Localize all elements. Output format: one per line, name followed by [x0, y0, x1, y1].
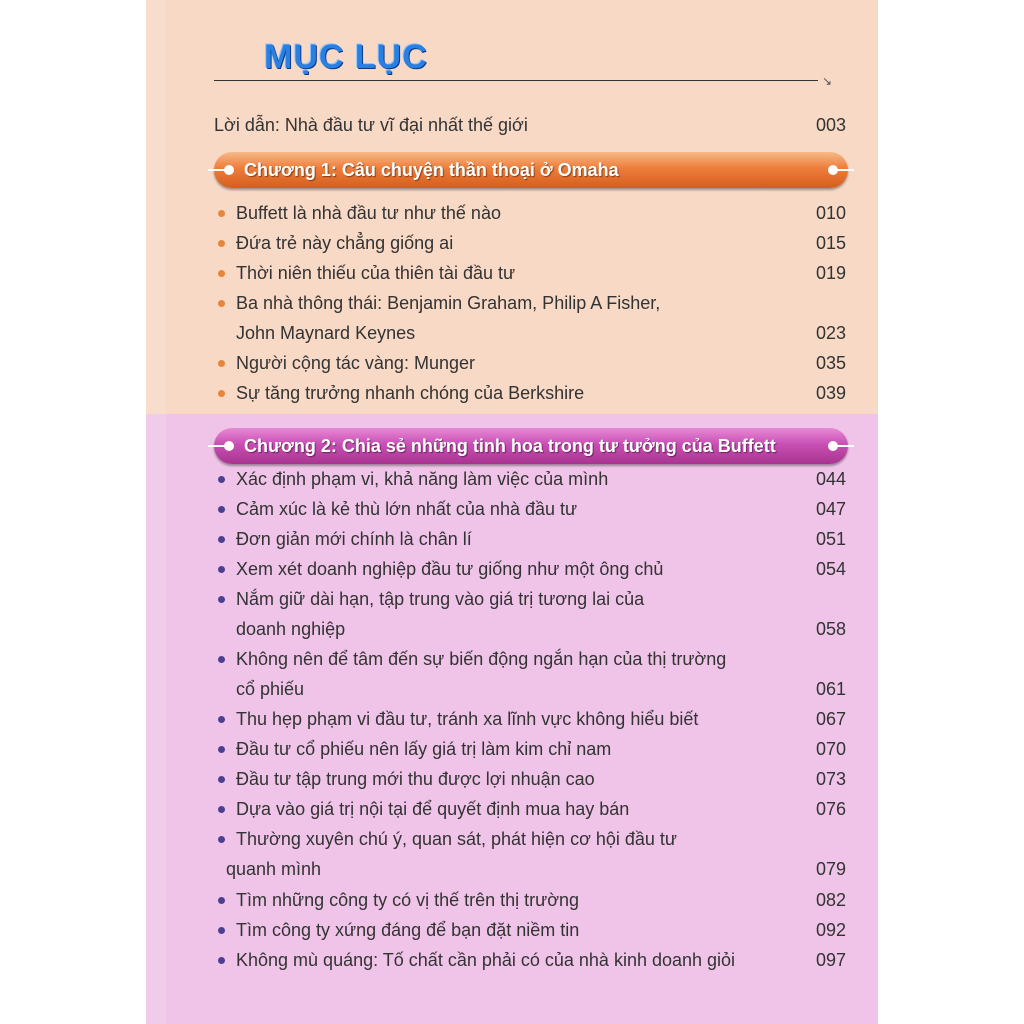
entry-title: Ba nhà thông thái: Benjamin Graham, Philip A Fisher,: [236, 293, 661, 313]
page-number: 010: [815, 203, 846, 223]
bullet-icon: [218, 240, 225, 247]
page-number: 073: [815, 769, 846, 789]
toc-entry[interactable]: [236, 794, 846, 824]
toc-entry[interactable]: [236, 945, 846, 975]
entry-title: Không mù quáng: Tố chất cần phải có của nhà kinh doanh giỏi: [236, 950, 736, 970]
toc-entry-continued[interactable]: [226, 854, 846, 884]
bullet-icon: [218, 566, 225, 573]
entry-title: Tìm những công ty có vị thế trên thị trường: [236, 890, 580, 910]
toc-entry[interactable]: [236, 228, 846, 258]
page-number: 003: [815, 115, 846, 135]
entry-title: Sự tăng trưởng nhanh chóng của Berkshire: [236, 383, 585, 403]
toc-entry[interactable]: [236, 824, 846, 854]
page-number: 067: [815, 709, 846, 729]
entry-title: Không nên để tâm đến sự biến động ngắn hạn của thị trường: [236, 649, 727, 669]
bullet-icon: [218, 776, 225, 783]
entry-title-continued: doanh nghiệp: [236, 619, 346, 639]
page-number: 047: [815, 499, 846, 519]
chapter-2-label: Chương 2: Chia sẻ những tinh hoa trong tư tưởng của Buffett: [244, 436, 776, 456]
book-page: [146, 0, 878, 1024]
bar-dot-left: [224, 441, 234, 451]
toc-entry[interactable]: [236, 584, 846, 614]
toc-entry-continued[interactable]: [236, 614, 846, 644]
page-number: 015: [815, 233, 846, 253]
entry-title-continued: John Maynard Keynes: [236, 323, 416, 343]
bullet-icon: [218, 957, 225, 964]
title-underline: [214, 80, 818, 81]
entry-title: Đầu tư tập trung mới thu được lợi nhuận cao: [236, 769, 595, 789]
bullet-icon: [218, 656, 225, 663]
toc-entry[interactable]: [236, 915, 846, 945]
bullet-icon: [218, 716, 225, 723]
toc-entry[interactable]: [236, 348, 846, 378]
toc-entry[interactable]: [236, 464, 846, 494]
entry-title-continued: cổ phiếu: [236, 679, 305, 699]
entry-title: Đơn giản mới chính là chân lí: [236, 529, 472, 549]
page-number: 092: [815, 920, 846, 940]
page-number: 061: [815, 679, 846, 699]
page-number: 097: [815, 950, 846, 970]
bullet-icon: [218, 836, 225, 843]
page-number: 070: [815, 739, 846, 759]
toc-entry[interactable]: [236, 644, 846, 674]
toc-entry[interactable]: [236, 885, 846, 915]
bullet-icon: [218, 390, 225, 397]
bullet-icon: [218, 476, 225, 483]
chapter-2-heading[interactable]: [214, 428, 848, 464]
page-edge: [146, 0, 166, 1024]
page-number: 058: [815, 619, 846, 639]
toc-entry-continued[interactable]: [236, 318, 846, 348]
page-number: 044: [815, 469, 846, 489]
entry-title: Thường xuyên chú ý, quan sát, phát hiện cơ hội đầu tư: [236, 829, 677, 849]
bullet-icon: [218, 927, 225, 934]
bullet-icon: [218, 536, 225, 543]
toc-entry[interactable]: [236, 288, 846, 318]
bullet-icon: [218, 210, 225, 217]
entry-title: Dựa vào giá trị nội tại để quyết định mua hay bán: [236, 799, 630, 819]
page-number: 054: [815, 559, 846, 579]
entry-title: Đầu tư cổ phiếu nên lấy giá trị làm kim chỉ nam: [236, 739, 612, 759]
entry-title: Cảm xúc là kẻ thù lớn nhất của nhà đầu tư: [236, 499, 578, 519]
toc-entry[interactable]: [236, 258, 846, 288]
page-number: 076: [815, 799, 846, 819]
page-title: MỤC LỤC: [264, 38, 428, 76]
entry-title: Xác định phạm vi, khả năng làm việc của mình: [236, 469, 609, 489]
toc-entry[interactable]: [236, 734, 846, 764]
entry-title: Nắm giữ dài hạn, tập trung vào giá trị tương lai của: [236, 589, 645, 609]
toc-entry[interactable]: [236, 378, 846, 408]
toc-entry-continued[interactable]: [236, 674, 846, 704]
entry-title: Thời niên thiếu của thiên tài đầu tư: [236, 263, 516, 283]
bar-dot-left: [224, 165, 234, 175]
toc-entry-intro[interactable]: [214, 110, 846, 140]
toc-entry[interactable]: [236, 704, 846, 734]
rule-end-mark: ↘: [822, 74, 833, 88]
entry-title: Thu hẹp phạm vi đầu tư, tránh xa lĩnh vực không hiểu biết: [236, 709, 699, 729]
chapter-1-label: Chương 1: Câu chuyện thần thoại ở Omaha: [244, 160, 619, 180]
bullet-icon: [218, 897, 225, 904]
bullet-icon: [218, 806, 225, 813]
page-number: 079: [815, 859, 846, 879]
bar-line-right: [836, 169, 854, 171]
bullet-icon: [218, 270, 225, 277]
bullet-icon: [218, 360, 225, 367]
bullet-icon: [218, 300, 225, 307]
page-number: 035: [815, 353, 846, 373]
page-number: 023: [815, 323, 846, 343]
bullet-icon: [218, 746, 225, 753]
bullet-icon: [218, 596, 225, 603]
toc-entry[interactable]: [236, 494, 846, 524]
entry-title: Người cộng tác vàng: Munger: [236, 353, 475, 373]
bar-line-right: [836, 445, 854, 447]
toc-entry[interactable]: [236, 524, 846, 554]
page-number: 039: [815, 383, 846, 403]
chapter-1-heading[interactable]: [214, 152, 848, 188]
toc-entry[interactable]: [236, 198, 846, 228]
entry-title: Buffett là nhà đầu tư như thế nào: [236, 203, 501, 223]
page-number: 051: [815, 529, 846, 549]
entry-title: Tìm công ty xứng đáng để bạn đặt niềm tin: [236, 920, 580, 940]
page-number: 019: [815, 263, 846, 283]
toc-entry[interactable]: [236, 764, 846, 794]
entry-title: Xem xét doanh nghiệp đầu tư giống như một ông chủ: [236, 559, 664, 579]
entry-title: Lời dẫn: Nhà đầu tư vĩ đại nhất thế giới: [214, 115, 528, 135]
toc-entry[interactable]: [236, 554, 846, 584]
page-number: 082: [815, 890, 846, 910]
entry-title: Đứa trẻ này chẳng giống ai: [236, 233, 454, 253]
entry-title-continued: quanh mình: [226, 859, 322, 879]
bullet-icon: [218, 506, 225, 513]
